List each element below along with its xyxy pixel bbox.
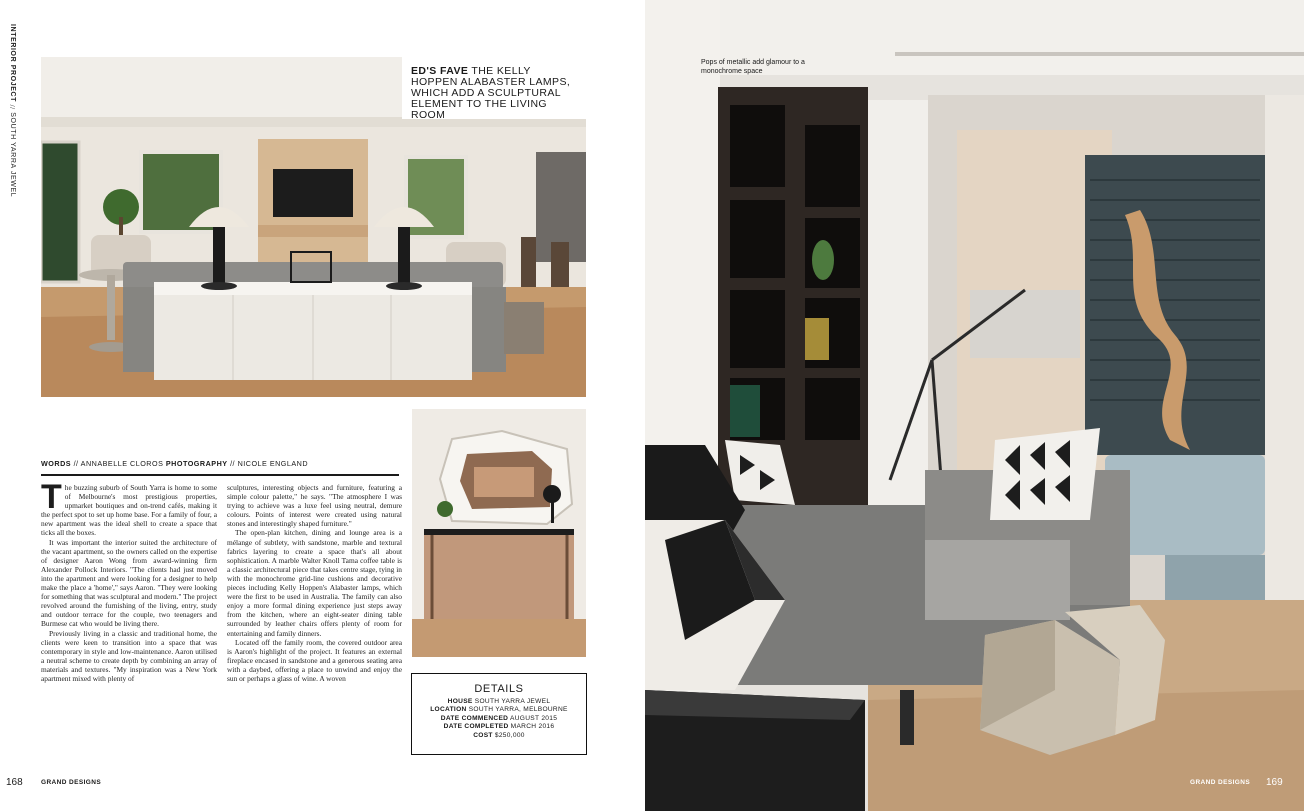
details-label: COST [473, 731, 493, 739]
photo-caption: Pops of metallic add glamour to a monochrome space [701, 59, 805, 75]
left-magazine-name: GRAND DESIGNS [41, 779, 102, 786]
right-page-number: 169 [1266, 777, 1283, 788]
details-label: DATE COMPLETED [443, 723, 509, 731]
paragraph-text: he buzzing suburb of South Yarra is home to some of Melbourne's most prestigious properties, upmarket boutiques and on-trend cafés, making it the perfect spot to set up home base. For a family of four, a new apartment was the ideal shell to create a space that ticks all the boxes. [41, 483, 217, 538]
words-label: WORDS [41, 459, 72, 468]
eds-fave-text: THE KELLY HOPPEN ALABASTER LAMPS, WHICH ADD A SCULPTURAL ELEMENT TO THE LIVING ROOM [411, 65, 571, 121]
photography-label: PHOTOGRAPHY [165, 459, 228, 468]
details-label: DATE COMMENCED [440, 714, 509, 722]
details-value: SOUTH YARRA JEWEL [474, 698, 551, 705]
credits-line [41, 459, 401, 468]
article-paragraph: sculptures, interesting objects and furniture, featuring a simple colour palette," he says. "The atmosphere I was trying to achieve was a luxe feel using neutral, demure colours. Points of interest were created using natural stones and interestingly shaped furniture." [227, 483, 402, 529]
details-row [412, 706, 586, 714]
project-details-box [411, 673, 587, 755]
entry-mirror-photo [412, 409, 586, 657]
credits-separator: // [73, 459, 79, 468]
section-tag-label: INTERIOR PROJECT [9, 24, 16, 103]
article-paragraph: Previously living in a classic and traditional home, the clients were keen to transition into a space that was contemporary in style and low-maintenance. Aaron utilised a neutral scheme to create depth by combining an array of materials and textures. "My inspiration was a New York apartment mixed with plenty of [41, 628, 217, 683]
article-paragraph: Located off the family room, the covered outdoor area is Aaron's highlight of the project. It features an external fireplace encased in sandstone and a generous seating area with a daybed, offering a place to unwind and enjoy the sun or perhaps a glass of wine. A woven [227, 637, 402, 683]
section-tag-title: SOUTH YARRA JEWEL [9, 112, 16, 198]
details-value: AUGUST 2015 [510, 714, 558, 722]
details-value: MARCH 2016 [510, 723, 555, 731]
article-column-1 [41, 478, 217, 683]
drop-cap: T [41, 478, 62, 516]
details-value: $250,000 [494, 731, 525, 739]
details-title: DETAILS [474, 683, 524, 695]
section-tag-separator: // [8, 104, 16, 110]
details-row [412, 732, 586, 740]
details-row [412, 698, 586, 706]
credits-separator-2: // [230, 459, 236, 468]
writer-name: ANNABELLE CLOROS [80, 459, 164, 468]
article-paragraph: It was important the interior suited the architecture of the vacant apartment, so the owners called on the expertise of designer Aaron Wong from award-winning firm Alexander Pollock Interiors. "The clients had just moved into the apartment and were looking for a designer to help make the place a 'home'," says Aaron. "They were looking for something that was sculptural and modern." The project revolved around the furnishing of the living, entry, study and outdoor terrace for the couple, two teenagers and Burmese cat who would be living there. [41, 537, 217, 629]
left-page [0, 0, 645, 811]
article-paragraph: The open-plan kitchen, dining and lounge area is a mélange of subtlety, with sandstone, marble and textural fabrics layering to create a space that's all about sophistication. A marble Walter Knoll Tama coffee table is a classic architectural piece that takes centre stage, tying in with the monochrome grid-line cushions and decorative pieces including Kelly Hoppen's Alabaster lamps, which were the first to be used in Australia. The family can also enjoy a more formal dining experience just steps away from the kitchen, where an eight-seater dining table surrounded by leather chairs offers plenty of room for entertaining and family dinners. [227, 528, 402, 638]
details-row [412, 723, 586, 731]
right-page-photo [645, 0, 1304, 811]
details-label: LOCATION [430, 706, 467, 714]
right-magazine-name: GRAND DESIGNS [1190, 779, 1251, 786]
photographer-name: NICOLE ENGLAND [237, 459, 309, 468]
eds-fave-label: ED'S FAVE [411, 65, 469, 77]
details-row [412, 715, 586, 723]
article-column-2 [227, 483, 402, 683]
left-page-number: 168 [6, 777, 23, 788]
section-tag [2, 24, 16, 224]
divider [41, 474, 399, 476]
article-paragraph [41, 478, 217, 538]
eds-fave-callout [402, 57, 586, 119]
details-value: SOUTH YARRA, MELBOURNE [468, 706, 568, 714]
details-label: HOUSE [447, 698, 473, 705]
